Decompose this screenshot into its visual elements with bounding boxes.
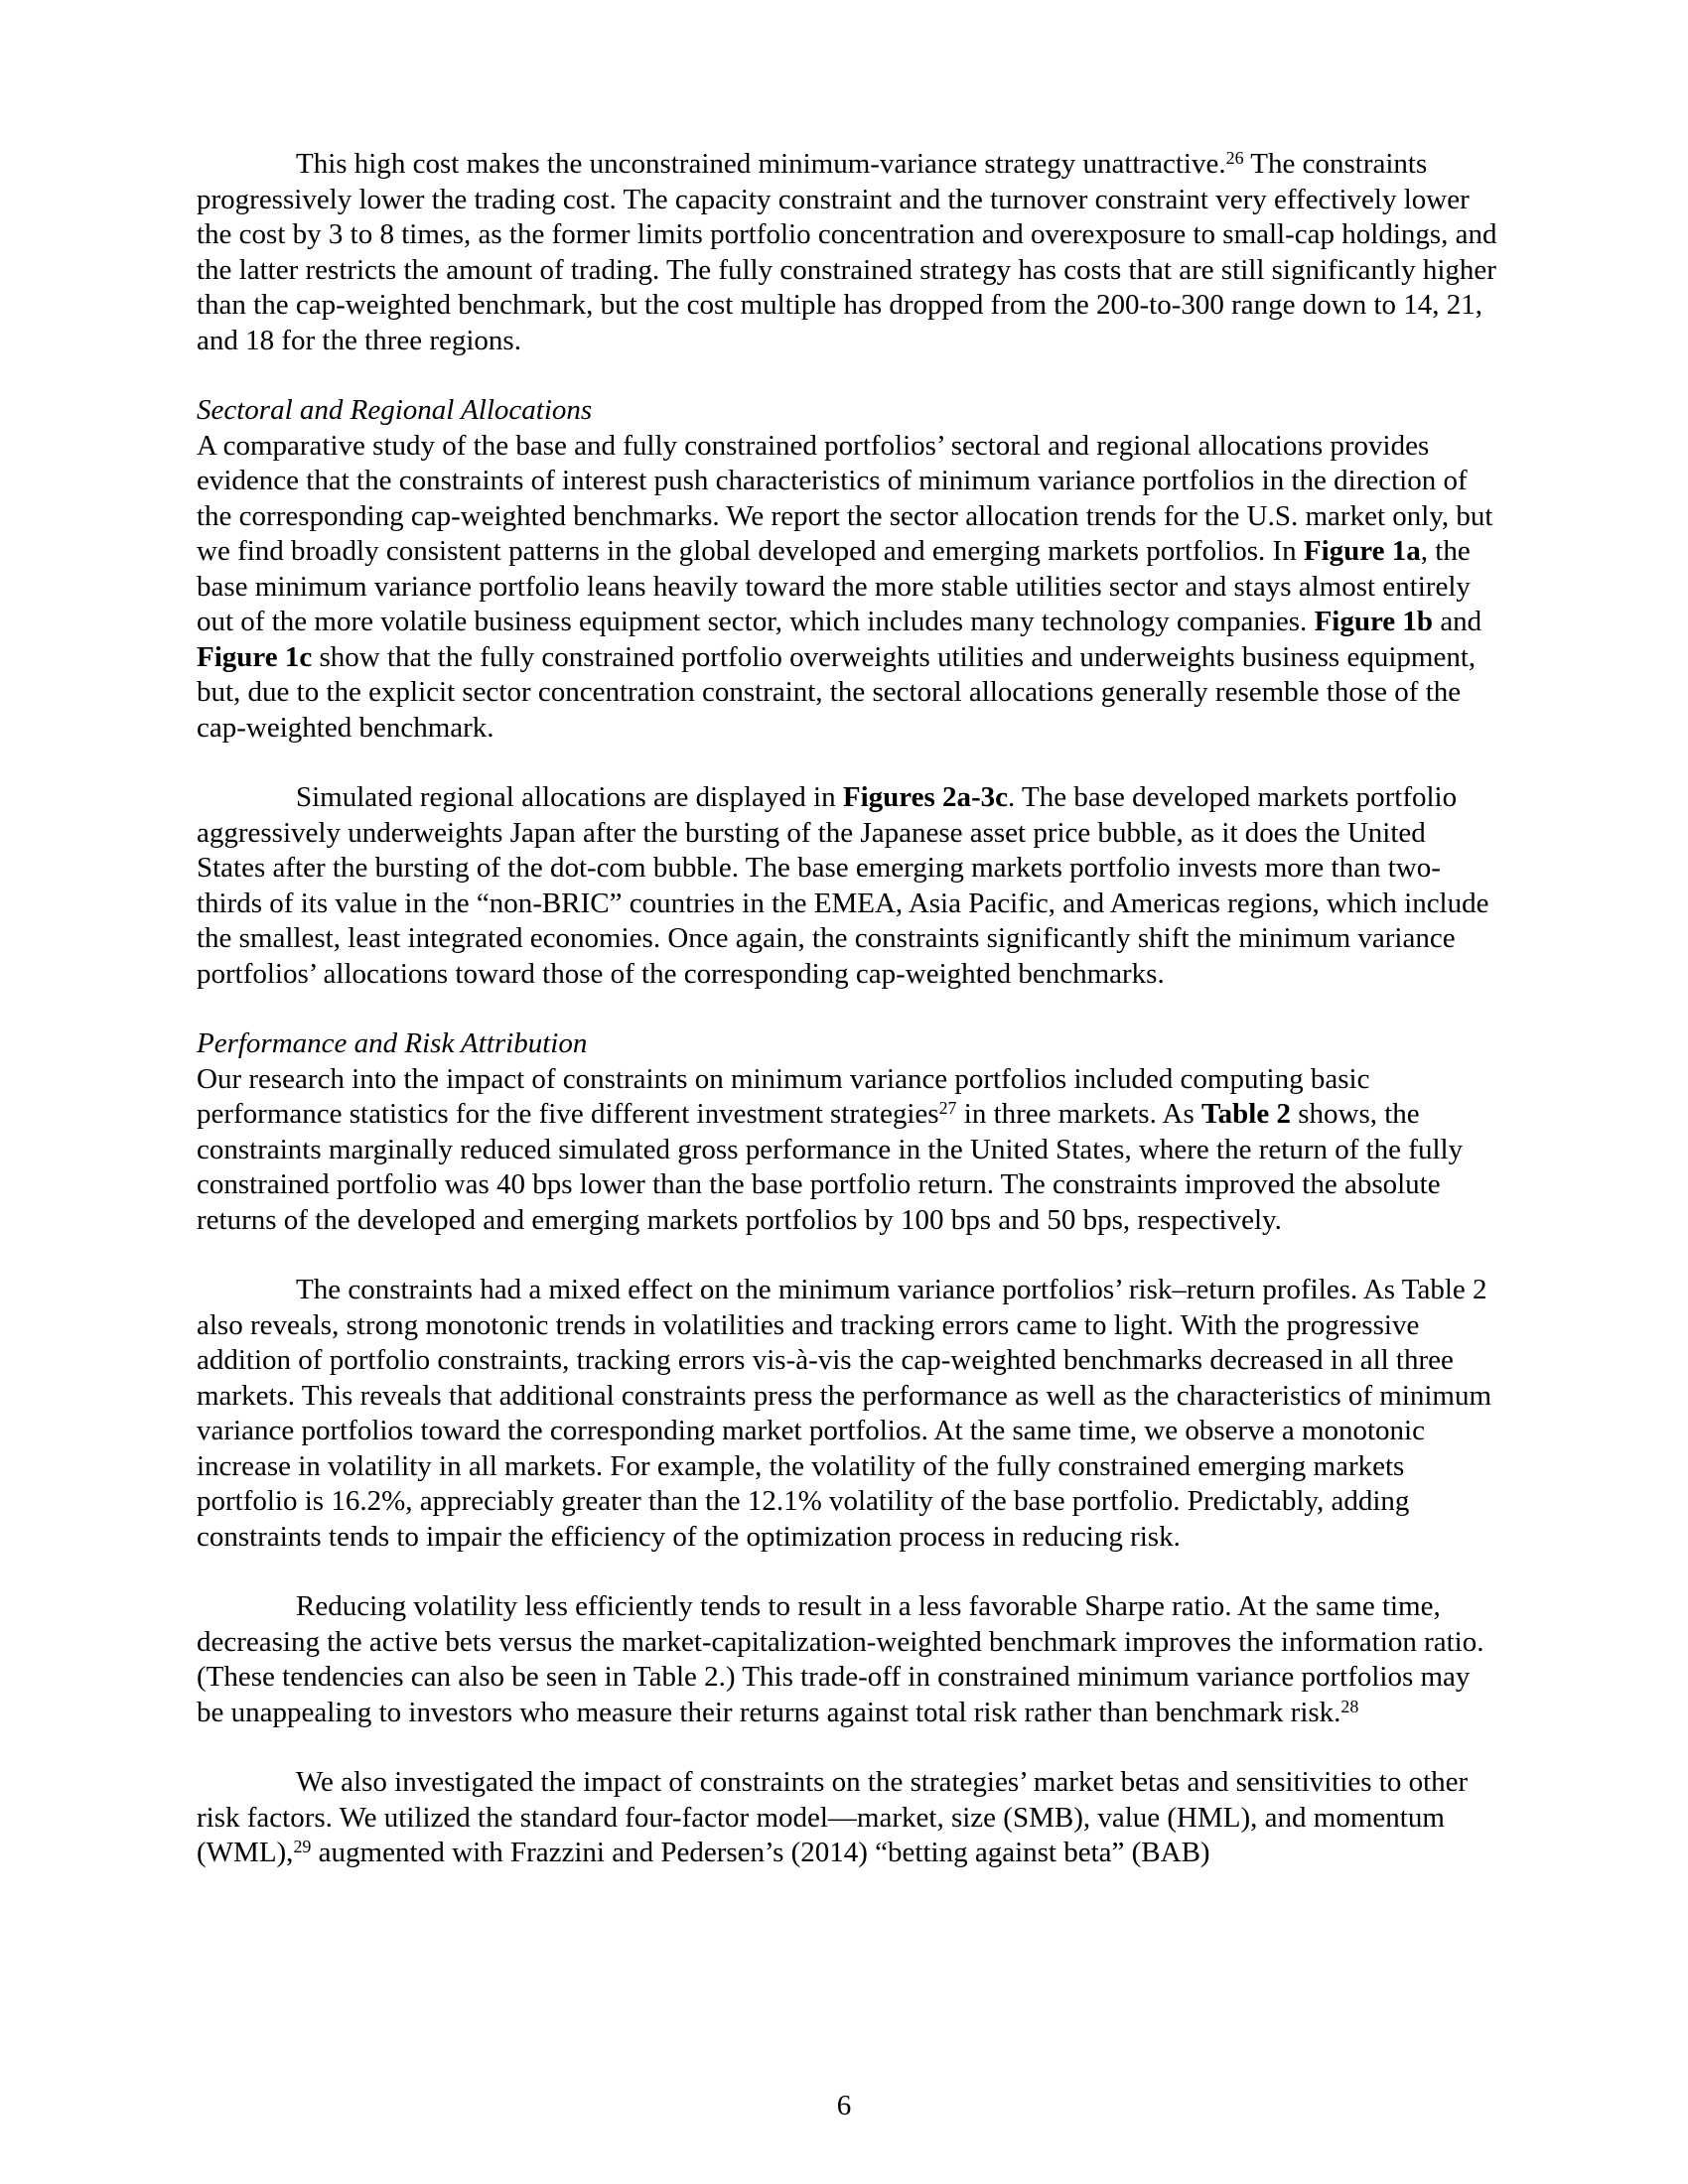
- paragraph-risk-return-profiles: [197, 1273, 1497, 1555]
- heading-sectoral-and-regional-allocations: Sectoral and Regional Allocations: [197, 394, 593, 426]
- paragraph-market-betas: [197, 1765, 1497, 1871]
- table-ref-2: Table 2: [1200, 1098, 1291, 1130]
- text-run: shows, the constraints marginally reduced simulated gross performance in the United States, where the return of the fully constrained portfolio was 40 bps lower than the base portfolio return. The constraints improved the absolute returns of the developed and emerging markets portfolios by 100 bps and 50 bps, respectively.: [197, 1098, 1464, 1236]
- footnote-ref-26: 26: [1225, 148, 1244, 169]
- text-run: A comparative study of the base and fully constrained portfolios’ sectoral and regional allocations provides evidence that the constraints of interest push characteristics of minimum variance portfolios in the direction of the corresponding cap-weighted benchmarks. We report the sector allocation trends for the U.S. market only, but we find broadly consistent patterns in the global developed and emerging markets portfolios. In: [197, 429, 1493, 567]
- text-run: in three markets. As: [956, 1098, 1201, 1130]
- text-run: , the base minimum variance portfolio leans heavily toward the more stable utilities sector and stays almost entirely out of the more volatile business equipment sector, which includes many technology companies.: [197, 535, 1471, 637]
- paragraph-performance-statistics: [197, 1062, 1497, 1239]
- text-run: Simulated regional allocations are displayed in: [296, 781, 843, 813]
- paragraph-sectoral-allocations: [197, 429, 1497, 747]
- footnote-ref-28: 28: [1340, 1696, 1359, 1716]
- paragraph-regional-allocations: [197, 780, 1497, 992]
- text-run: We also investigated the impact of constraints on the strategies’ market betas and sensitivities to other risk factors. We utilized the standard four-factor model—market, size (SMB), value (HML), and momentum (WML),: [197, 1766, 1469, 1868]
- paragraph-sharpe-ratio: [197, 1589, 1497, 1730]
- figure-ref-1a: Figure 1a: [1303, 535, 1421, 567]
- text-run: augmented with Frazzini and Pedersen’s (2014) “betting against beta” (BAB): [311, 1837, 1210, 1868]
- page-body-text: [197, 147, 1497, 1871]
- text-run: The constraints had a mixed effect on the minimum variance portfolios’ risk–return profiles. As Table 2 also reveals, strong monotonic trends in volatilities and tracking errors came to light. With the progressive addition of portfolio constraints, tracking errors vis-à-vis the cap-weighted benchmarks decreased in all three markets. This reveals that additional constraints press the performance as well as the characteristics of minimum variance portfolios toward the corresponding market portfolios. At the same time, we observe a monotonic increase in volatility in all markets. For example, the volatility of the fully constrained emerging markets portfolio is 16.2%, appreciably greater than the 12.1% volatility of the base portfolio. Predictably, adding constraints tends to impair the efficiency of the optimization process in reducing risk.: [197, 1274, 1492, 1553]
- text-run: show that the fully constrained portfolio overweights utilities and underweights business equipment, but, due to the explicit sector concentration constraint, the sectoral allocations generally resemble those of the cap-weighted benchmark.: [197, 640, 1477, 744]
- text-run: Reducing volatility less efficiently tends to result in a less favorable Sharpe ratio. At the same time, decreasing the active bets versus the market-capitalization-weighted benchmark improves the information ratio. (These tendencies can also be seen in Table 2.) This trade-off in constrained minimum variance portfolios may be unappealing to investors who measure their returns against total risk rather than benchmark risk.: [197, 1590, 1484, 1728]
- text-run: The constraints progressively lower the trading cost. The capacity constraint and the turnover constraint very effectively lower the cost by 3 to 8 times, as the former limits portfolio concentration and overexposure to small-cap holdings, and the latter restricts the amount of trading. The fully constrained strategy has costs that are still significantly higher than the cap-weighted benchmark, but the cost multiple has dropped from the 200-to-300 range down to 14, 21, and 18 for the three regions.: [197, 148, 1497, 356]
- figure-ref-1b: Figure 1b: [1314, 606, 1434, 637]
- footnote-ref-27: 27: [938, 1098, 957, 1119]
- text-run: and: [1433, 606, 1482, 637]
- text-run: This high cost makes the unconstrained minimum-variance strategy unattractive.: [296, 148, 1226, 180]
- text-run: Our research into the impact of constraints on minimum variance portfolios included computing basic performance statistics for the five different investment strategies: [197, 1062, 1370, 1130]
- figure-ref-2a-3c: Figures 2a-3c: [842, 781, 1009, 813]
- footnote-ref-29: 29: [293, 1837, 312, 1857]
- heading-performance-and-risk-attribution: Performance and Risk Attribution: [197, 1027, 588, 1059]
- figure-ref-1c: Figure 1c: [197, 640, 313, 673]
- page-number: 6: [836, 2090, 852, 2121]
- text-run: . The base developed markets portfolio aggressively underweights Japan after the bursting of the Japanese asset price bubble, as it does the United States after the bursting of the dot-com bubble. The base emerging markets portfolio invests more than two-thirds of its value in the “non-BRIC” countries in the EMEA, Asia Pacific, and Americas regions, which include the smallest, least integrated economies. Once again, the constraints significantly shift the minimum variance portfolios’ allocations toward those of the corresponding cap-weighted benchmarks.: [197, 781, 1489, 990]
- paragraph-trading-cost: [197, 147, 1497, 358]
